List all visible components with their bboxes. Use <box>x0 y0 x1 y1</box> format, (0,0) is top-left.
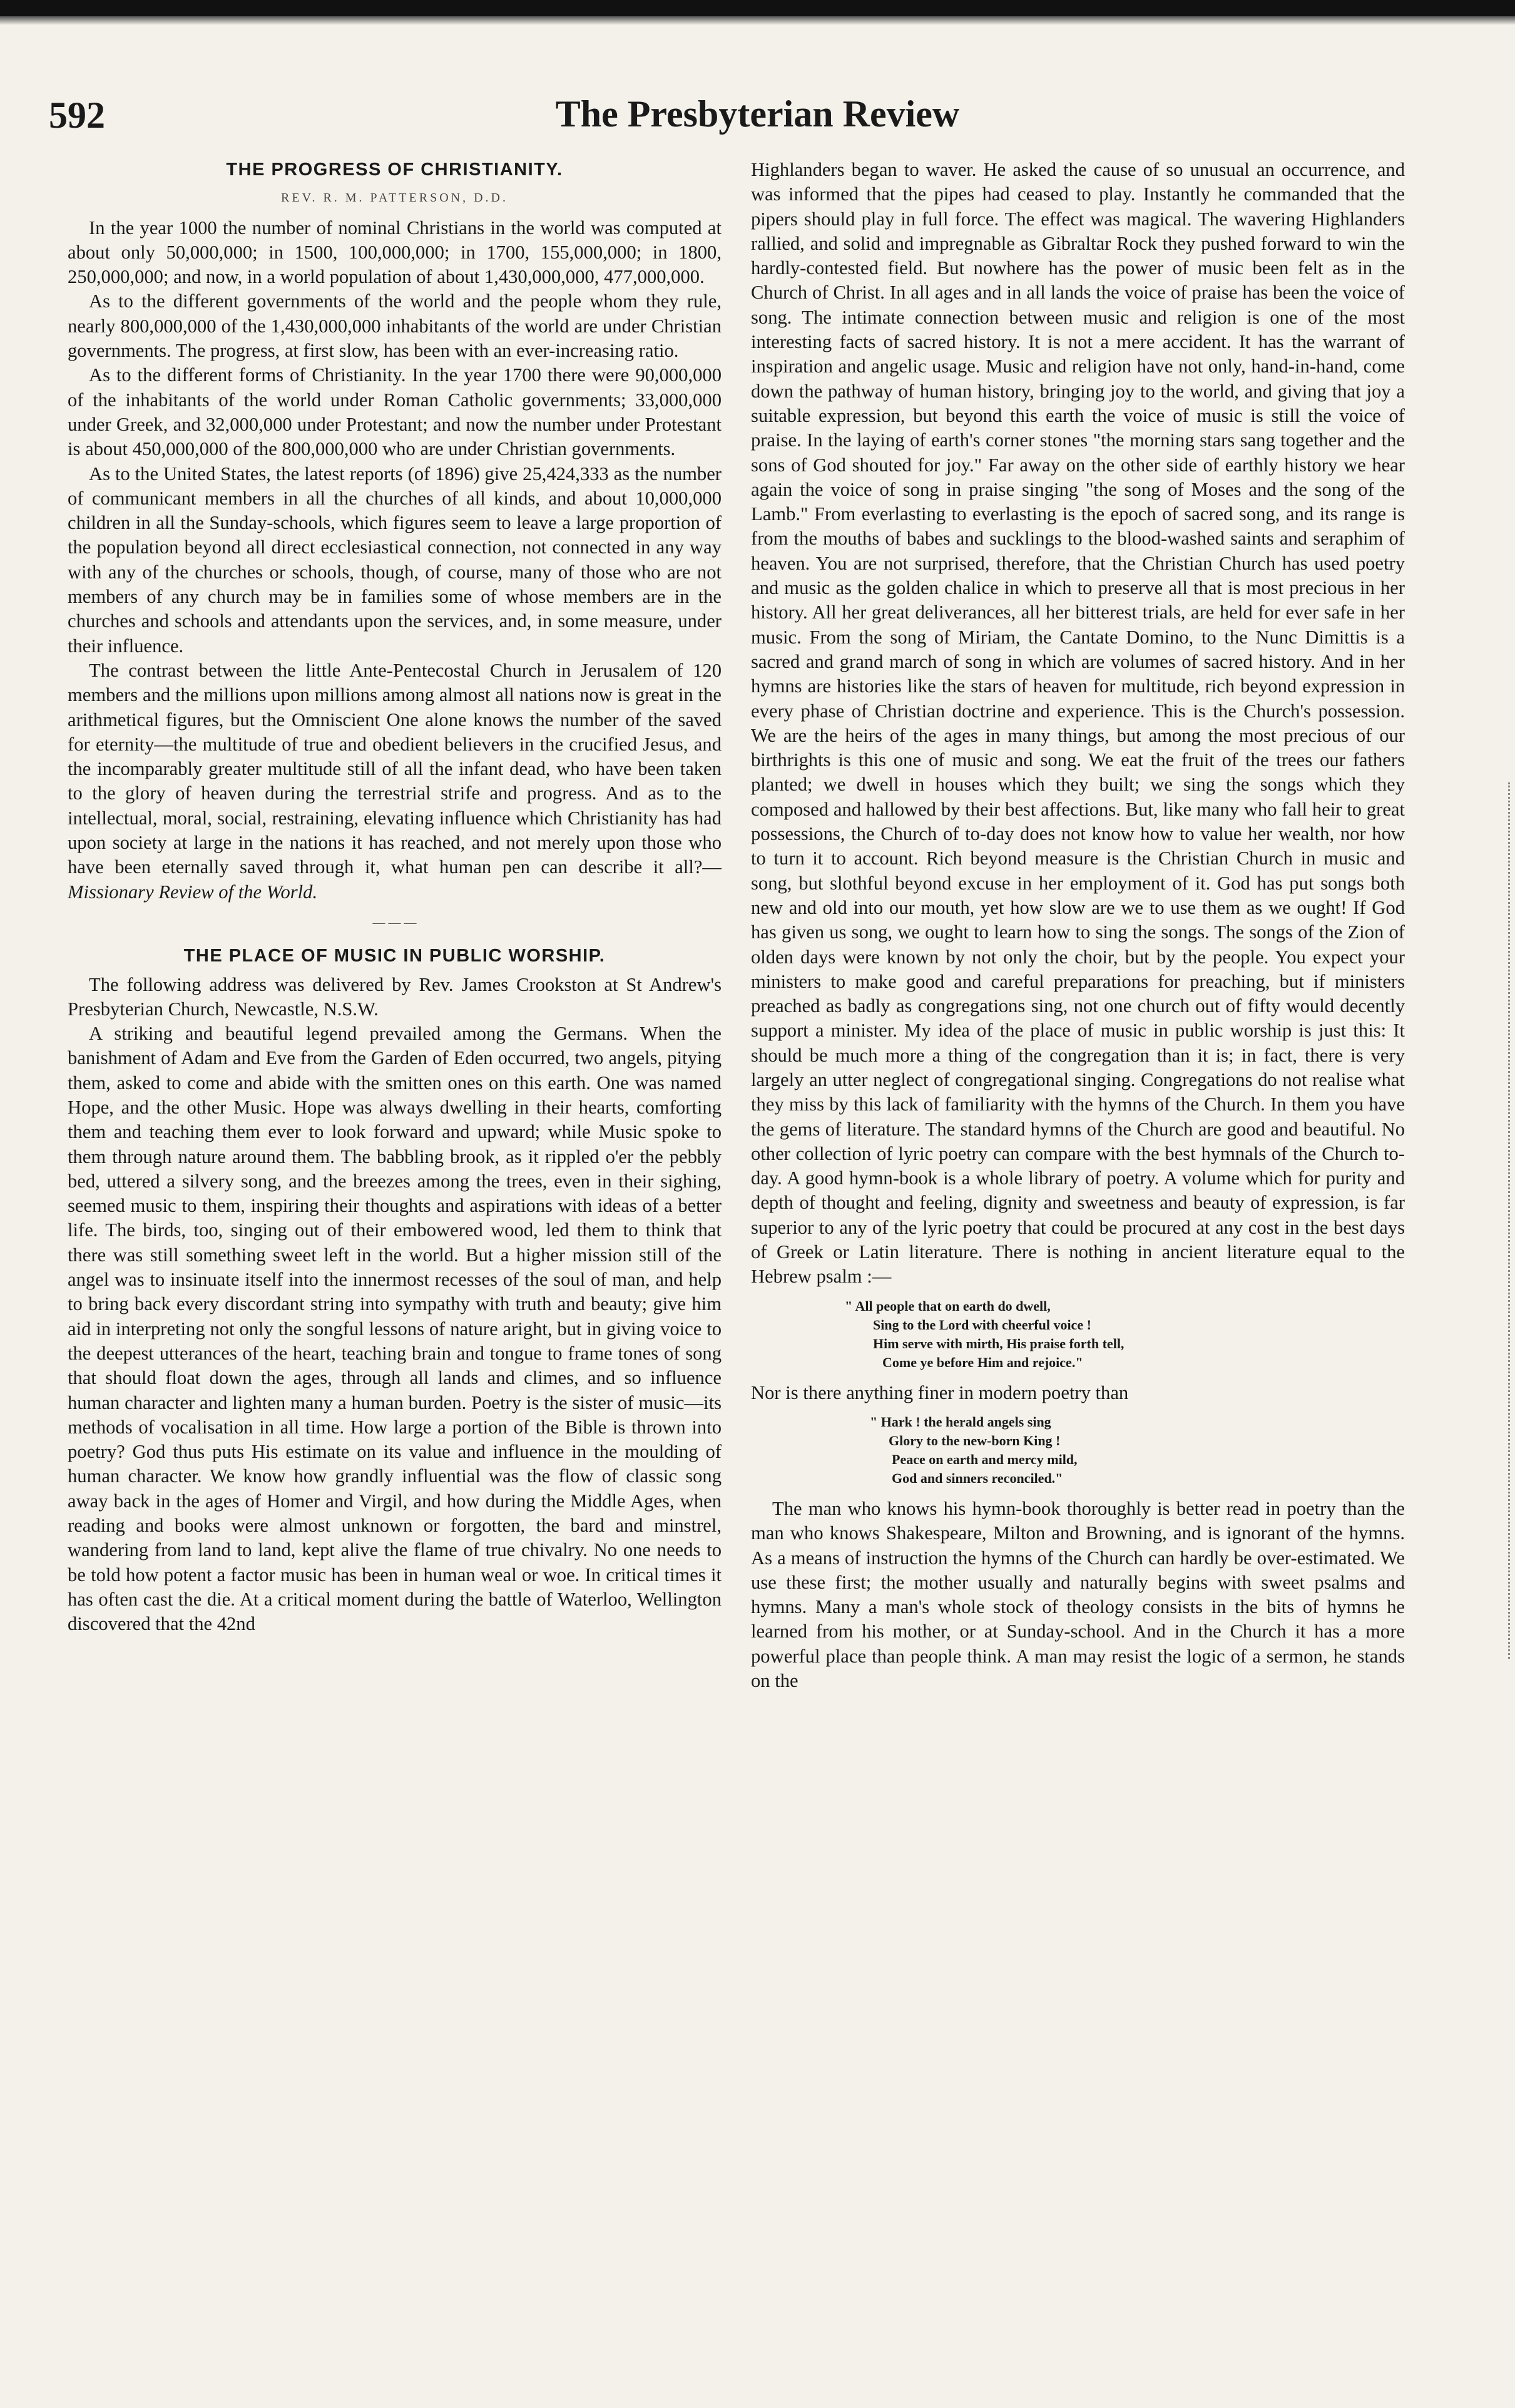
verse-line: Glory to the new-born King ! <box>889 1432 1061 1448</box>
paragraph: As to the United States, the latest reports (of 1896) give 25,424,333 as the number of communicant members in all the churches of all kinds, and about 10,000,000 children in all the Sunday-schools, which figures seem to leave a large proportion of the population beyond all direct ecclesiastical connection, not connected in any way with any of the churches or schools, though, of course, many of those who are not members of any church may be in families some of whose members are in the churches and schools and attendants upon the services, and, in some measure, under their influence. <box>68 463 722 657</box>
article-separator: — — — <box>372 915 417 930</box>
paragraph: Highlanders began to waver. He asked the cause of so unusual an occurrence, and was informed that the pipes had ceased to play. Instantly he commanded that the pipers should play in full force. The effect was magical. The wavering Highlanders rallied, and solid and impregnable as Gibraltar Rock they pushed forward to win the hardly-contested field. But nowhere has the power of music been felt as in the Church of Christ. In all ages and in all lands the voice of praise has been the voice of song. The intimate connection between music and religion is one of the most interesting facts of sacred history. It is not a mere accident. It has the warrant of inspiration and angelic usage. Music and religion have not only, hand-in-hand, come down the pathway of human history, bringing joy to the world, and giving that joy a suitable expression, but beyond this earth the voice of music is still the voice of praise. In the laying of earth's corner stones "the morning stars sang together and the sons of God shouted for joy." Far away on the other side of earthly history we hear again the voice of song in praise singing "the song of Moses and the song of the Lamb." From everlasting to everlasting is the epoch of sacred song, and its range is from the mouths of babes and sucklings to the blood-washed saints and seraphim of heaven. You are not surprised, therefore, that the Christian Church has used poetry and music as the golden chalice in which to preserve all that is most precious in her history. All her great deliverances, all her bitterest trials, are held for ever safe in her music. From the song of Miriam, the Cantate Domino, to the Nunc Dimittis is a sacred and grand march of song in which are volumes of sacred history. And in her hymns are histories like the stars of heaven for multitude, rich beyond expression in every phase of Christian doctrine and experience. This is the Church's possession. We are the heirs of the ages in many things, but among the most precious of our birthrights is this one of music and song. We eat the fruit of the trees our fathers planted; we dwell in houses which they built; we sing the songs which they composed and hallowed by their best affections. But, like many who fall heir to great possessions, the Church of to-day does not know how to value her wealth, nor how to turn it to account. Rich beyond measure is the Christian Church in music and song, but slothful beyond excuse in her employment of it. God has put songs both new and old into our mouth, yet how slow are we to use them as we ought! If God has given us song, we ought to learn how to sing the songs. The songs of the Zion of olden days were known by not only the choir, but by the people. You expect your ministers to make good and careful preparations for preaching, but if ministers preached as badly as congregations sing, not one church out of fifty would decently support a minister. My idea of the place of music in public worship is just this: It should be much more a thing of the congregation than it is; in fact, there is very largely an utter neglect of congregational singing. Congregations do not realise what they miss by this lack of familiarity with the hymns of the Church. In them you have the gems of literature. The standard hymns of the Church are good and beautiful. No other collection of lyric poetry can compare with the best hymnals of the Church to-day. A good hymn-book is a whole library of poetry. A volume which for purity and depth of thought and feeling, dignity and sweetness and beauty of expression, is far superior to any of the lyric poetry that could be procured at any cost in the best days of Greek or Latin literature. There is nothing in ancient literature equal to the Hebrew psalm :— <box>751 159 1405 1288</box>
paragraph: The man who knows his hymn-book thoroughly is better read in poetry than the man who knows Shakespeare, Milton and Browning, and is ignorant of the hymns. As a means of instruction the hymns of the Church can hardly be over-estimated. We use these first; the mother usually and naturally begins with sweet psalms and hymns. Many a man's whole stock of theology consists in the bits of hymns he learned from his mother, or at Sunday-school. And in the Church it has a more powerful place than people think. A man may resist the logic of a sermon, he stands on the <box>751 1497 1405 1692</box>
paragraph: In the year 1000 the number of nominal Christians in the world was computed at about only 50,000,000; in 1500, 100,000,000; in 1700, 155,000,000; in 1800, 250,000,000; and now, in a world population of about 1,430,000,000, 477,000,000. <box>68 217 722 288</box>
article-intro: The following address was delivered by Rev. James Crookston at St Andrew's Presbyterian Church, Newcastle, N.S.W. <box>68 973 722 1020</box>
verse-line: Come ye before Him and rejoice." <box>882 1354 1083 1370</box>
paragraph: As to the different forms of Christianity. In the year 1700 there were 90,000,000 of the inhabitants of the world under Roman Catholic governments; 33,000,000 under Greek, and 32,000,000 under Protestant; and now the number under Protestant is about 450,000,000 of the 800,000,000 who are under Christian governments. <box>68 364 722 460</box>
source-attribution: Missionary Review of the World. <box>68 881 318 903</box>
verse-line: " Hark ! the herald angels sing <box>870 1413 1051 1430</box>
article-title-music: THE PLACE OF MUSIC IN PUBLIC WORSHIP. <box>183 946 606 966</box>
page-number: 592 <box>49 95 105 136</box>
paragraph: As to the different governments of the world and the people whom they rule, nearly 800,000,000 of the 1,430,000,000 inhabitants of the world are under Christian governments. The progress, at first slow, has been with an ever-increasing ratio. <box>68 290 722 362</box>
paragraph: Nor is there anything finer in modern poetry than <box>751 1381 1129 1403</box>
article-byline: REV. R. M. PATTERSON, D.D. <box>281 191 508 205</box>
verse-line: Peace on earth and mercy mild, <box>892 1451 1078 1467</box>
hymn-quote-old-hundredth <box>751 1297 1405 1372</box>
paragraph <box>68 658 722 904</box>
top-border <box>0 0 1515 16</box>
paragraph-text: The contrast between the little Ante-Pentecostal Church in Jerusalem of 120 members and the millions upon millions among almost all nations now is great in the arithmetical figures, but the Omniscient One alone knows the number of the saved for eternity—the multitude of true and obedient believers in the crucified Jesus, and the incomparably greater multitude still of all the infant dead, who have been taken to the glory of heaven during the terrestrial strife and progress. And as to the intellectual, moral, social, restraining, elevating influence which Christianity has had upon society at large in the nations it has reached, and not merely upon those who have been eternally saved through it, what human pen can describe it all?— <box>68 659 722 878</box>
hymn-quote-herald-angels <box>751 1413 1405 1488</box>
verse-line: " All people that on earth do dwell, <box>845 1298 1051 1314</box>
running-head: The Presbyterian Review <box>555 93 960 135</box>
article-title-progress: THE PROGRESS OF CHRISTIANITY. <box>226 160 563 180</box>
verse-line: God and sinners reconciled." <box>892 1470 1063 1486</box>
verse-line: Him serve with mirth, His praise forth tell, <box>873 1335 1125 1351</box>
top-border-shadow <box>0 16 1515 25</box>
verse-line: Sing to the Lord with cheerful voice ! <box>873 1316 1091 1333</box>
left-column <box>68 158 722 2386</box>
paragraph: A striking and beautiful legend prevailed among the Germans. When the banishment of Adam and Eve from the Garden of Eden occurred, two angels, pitying them, asked to come and abide with the smitten ones on this earth. One was named Hope, and the other Music. Hope was always dwelling in their hearts, comforting them and teaching them ever to look forward and upward; while Music spoke to them through nature around them. The babbling brook, as it rippled o'er the pebbly bed, uttered a silvery song, and the breezes among the trees, even in their sighing, seemed music to them, inspiring their thoughts and aspirations with ideas of a better life. The birds, too, singing out of their embowered wood, led them to think that there was still something sweet left in the world. But a higher mission still of the angel was to insinuate itself into the innermost recesses of the soul of man, and help to bring back every discordant string into sympathy with truth and beauty; give him aid in interpreting not only the songful lessons of nature aright, but in giving voice to the deepest utterances of the heart, teaching brain and tongue to frame tones of song that should float down the ages, through all lands and climes, and so influence human character and lighten many a human burden. Poetry is the sister of music—its methods of vocalisation in all time. How large a portion of the Bible is thrown into poetry? God thus puts His estimate on its value and influence in the moulding of human character. We know how grandly influential was the flow of classic song away back in the ages of Homer and Virgil, and how during the Middle Ages, when reading and books were almost unknown or forgotten, the bard and minstrel, wandering from land to land, kept alive the flame of true chivalry. No one needs to be told how potent a factor music has been in human weal or woe. In critical times it has often cast the die. At a critical moment during the battle of Waterloo, Wellington discovered that the 42nd <box>68 1023 722 1635</box>
right-column <box>751 158 1405 2386</box>
scan-edge-marks <box>1502 782 1510 1659</box>
